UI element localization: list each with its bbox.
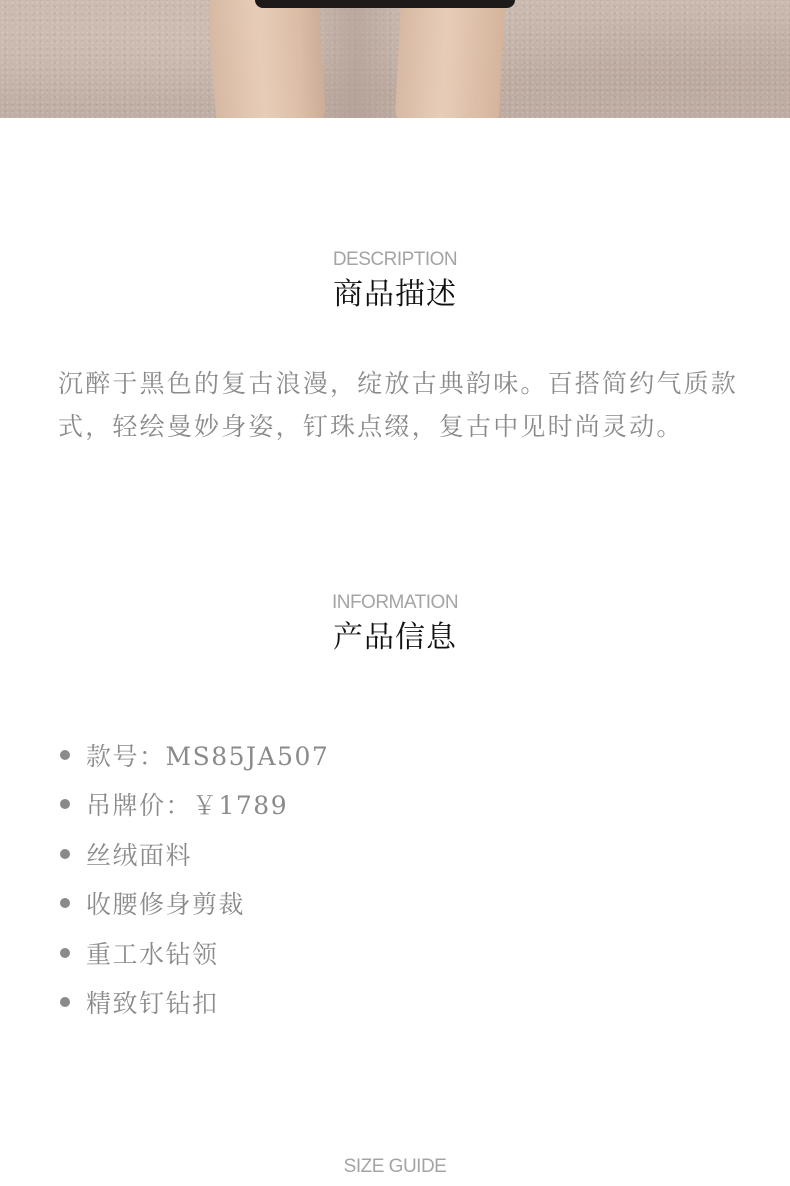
list-item-text: 重工水钻领	[86, 939, 219, 969]
bullet-icon	[60, 948, 70, 958]
bullet-icon	[60, 997, 70, 1007]
description-text: 沉醉于黑色的复古浪漫，绽放古典韵味。百搭简约气质款式，轻绘曼妙身姿，钉珠点缀，复古中见时尚灵动。	[58, 369, 739, 441]
list-item-text: 丝绒面料	[86, 840, 193, 870]
information-heading-en: INFORMATION	[331, 592, 459, 613]
information-heading-cn: 产品信息	[333, 620, 457, 655]
list-item-cut	[60, 879, 329, 929]
description-header	[0, 249, 790, 315]
list-item-text: 吊牌价：￥1789	[86, 791, 289, 821]
bullet-icon	[60, 750, 70, 760]
description-heading-cn: 商品描述	[333, 277, 457, 312]
list-item-text: 收腰修身剪裁	[86, 890, 246, 920]
list-item-buttons	[60, 978, 329, 1028]
product-photo	[0, 0, 790, 118]
list-item-fabric	[60, 829, 329, 879]
dress-hem	[255, 0, 515, 8]
information-list	[60, 730, 329, 1027]
list-item-tag-price	[60, 780, 329, 830]
list-item-style-number	[60, 730, 329, 780]
list-item-text: 精致钉钻扣	[86, 989, 219, 1019]
size-guide-heading-en: SIZE GUIDE	[343, 1156, 447, 1177]
leg-shadow	[300, 0, 410, 118]
description-heading-en: DESCRIPTION	[332, 249, 458, 270]
model-leg-right	[394, 0, 506, 118]
list-item-collar	[60, 928, 329, 978]
information-header	[0, 592, 790, 658]
bullet-icon	[60, 898, 70, 908]
bullet-icon	[60, 849, 70, 859]
list-item-text: 款号：MS85JA507	[86, 741, 330, 771]
bullet-icon	[60, 799, 70, 809]
size-guide-header	[0, 1156, 790, 1178]
